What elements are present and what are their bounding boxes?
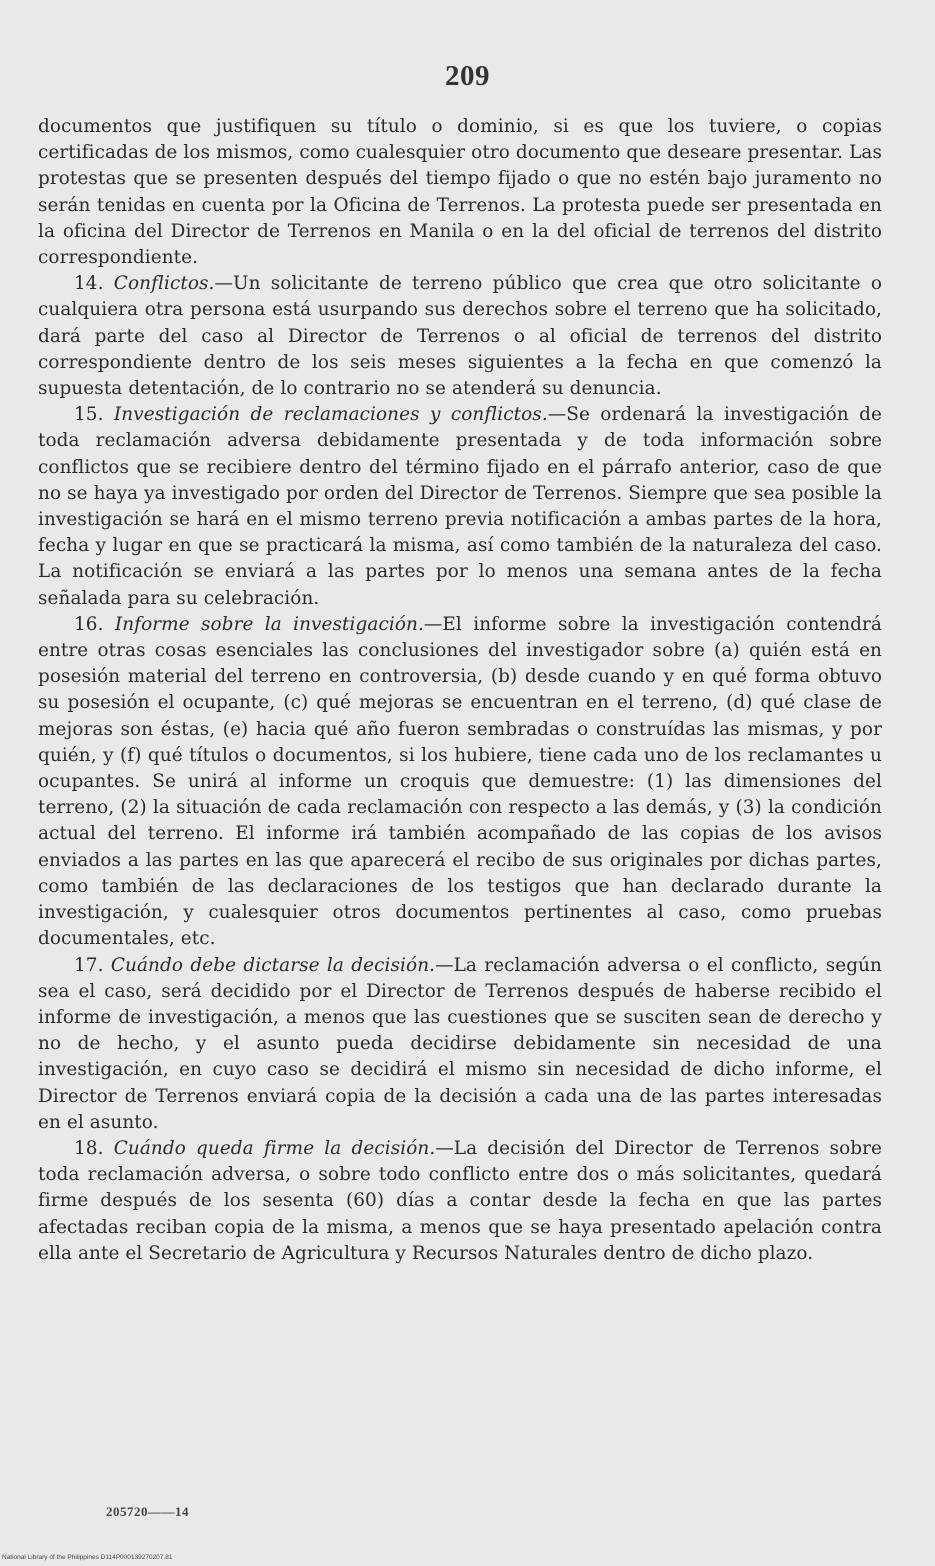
section-18 <box>38 1136 882 1267</box>
section-heading: Informe sobre la investigación. <box>114 613 424 635</box>
section-15 <box>38 402 882 612</box>
section-text: —La decisión del Director de Terrenos sobre toda reclamación adversa, o sobre todo conflicto entre dos o más solicitantes, quedará firme después de los sesenta (60) días a contar desde la fecha en que las partes afectadas reciban copia de la misma, a menos que se haya presentado apelación contra ella ante el Secretario de Agricultura y Recursos Naturales dentro de dicho plazo. <box>38 1137 882 1264</box>
section-heading: Conflictos. <box>113 273 215 295</box>
section-number: 16. <box>74 613 104 635</box>
section-heading: Cuándo queda firme la decisión. <box>113 1137 436 1159</box>
section-number: 14. <box>74 273 104 295</box>
print-code: 205720——14 <box>106 1504 189 1519</box>
section-heading: Cuándo debe dictarse la decisión. <box>110 954 436 976</box>
document-body <box>38 114 882 1267</box>
section-16 <box>38 612 882 953</box>
section-14 <box>38 271 882 402</box>
section-text: —La reclamación adversa o el conflicto, según sea el caso, será decidido por el Director de Terrenos después de haberse recibido el informe de investigación, a menos que las cuestiones que se susciten sean de derecho y no de hecho, y el asunto pueda decidirse debidamente sin necesidad de una investigación, en cuyo caso se decidirá el mismo sin necesidad de dicho informe, el Director de Terrenos enviará copia de la decisión a cada una de las partes interesadas en el asunto. <box>38 954 882 1133</box>
paragraph-text: documentos que justifiquen su título o dominio, si es que los tuviere, o copias certificadas de los mismos, como cualesquier otro documento que deseare presentar. Las protestas que se presenten después del tiempo fijado o que no estén bajo juramento no serán tenidas en cuenta por la Oficina de Terrenos. La protesta puede ser presentada en la oficina del Director de Terrenos en Manila o en la del oficial de terrenos del distrito correspondiente. <box>38 116 882 269</box>
section-number: 17. <box>74 954 104 976</box>
page-number: 209 <box>445 60 490 92</box>
section-text: —El informe sobre la investigación contendrá entre otras cosas esenciales las conclusiones del investigador sobre (a) quién está en posesión material del terreno en controversia, (b) desde cuando y en qué forma obtuvo su posesión el ocupante, (c) qué mejoras se encuentran en el terreno, (d) qué clase de mejoras son éstas, (e) hacia qué año fueron sembradas o construídas las mismas, y por quién, y (f) qué títulos o documentos, si los hubiere, tiene cada uno de los reclamantes u ocupantes. Se unirá al informe un croquis que demuestre: (1) las dimensiones del terreno, (2) la situación de cada reclamación con respecto a las demás, y (3) la condición actual del terreno. El informe irá también acompañado de las copias de los avisos enviados a las partes en las que aparecerá el recibo de sus originales por dichas partes, como también de las declaraciones de los testigos que han declarado durante la investigación, y cualesquier otros documentos pertinentes al caso, como pruebas documentales, etc. <box>38 613 882 950</box>
section-17 <box>38 953 882 1136</box>
section-number: 15. <box>74 404 104 426</box>
section-heading: Investigación de reclamaciones y conflictos. <box>113 404 548 426</box>
section-text: —Un solicitante de terreno público que crea que otro solicitante o cualquiera otra persona está usurpando sus derechos sobre el terreno que ha solicitado, dará parte del caso al Director de Terrenos o al oficial de terrenos del distrito correspondiente dentro de los seis meses siguientes a la fecha en que comenzó la supuesta detentación, de lo contrario no se atenderá su denuncia. <box>38 273 882 400</box>
section-text: —Se ordenará la investigación de toda reclamación adversa debidamente presentada y de toda información sobre conflictos que se recibiere dentro del término fijado en el párrafo anterior, caso de que no se haya ya investigado por orden del Director de Terrenos. Siempre que sea posible la investigación se hará en el mismo terreno previa notificación a ambas partes de la hora, fecha y lugar en que se practicará la misma, así como también de la naturaleza del caso. La notificación se enviará a las partes por lo menos una semana antes de la fecha señalada para su celebración. <box>38 404 882 609</box>
section-number: 18. <box>74 1137 104 1159</box>
library-credit: National Library of the Philippines D114P000139270207.81 <box>2 1554 173 1561</box>
paragraph-continuation <box>38 114 882 271</box>
